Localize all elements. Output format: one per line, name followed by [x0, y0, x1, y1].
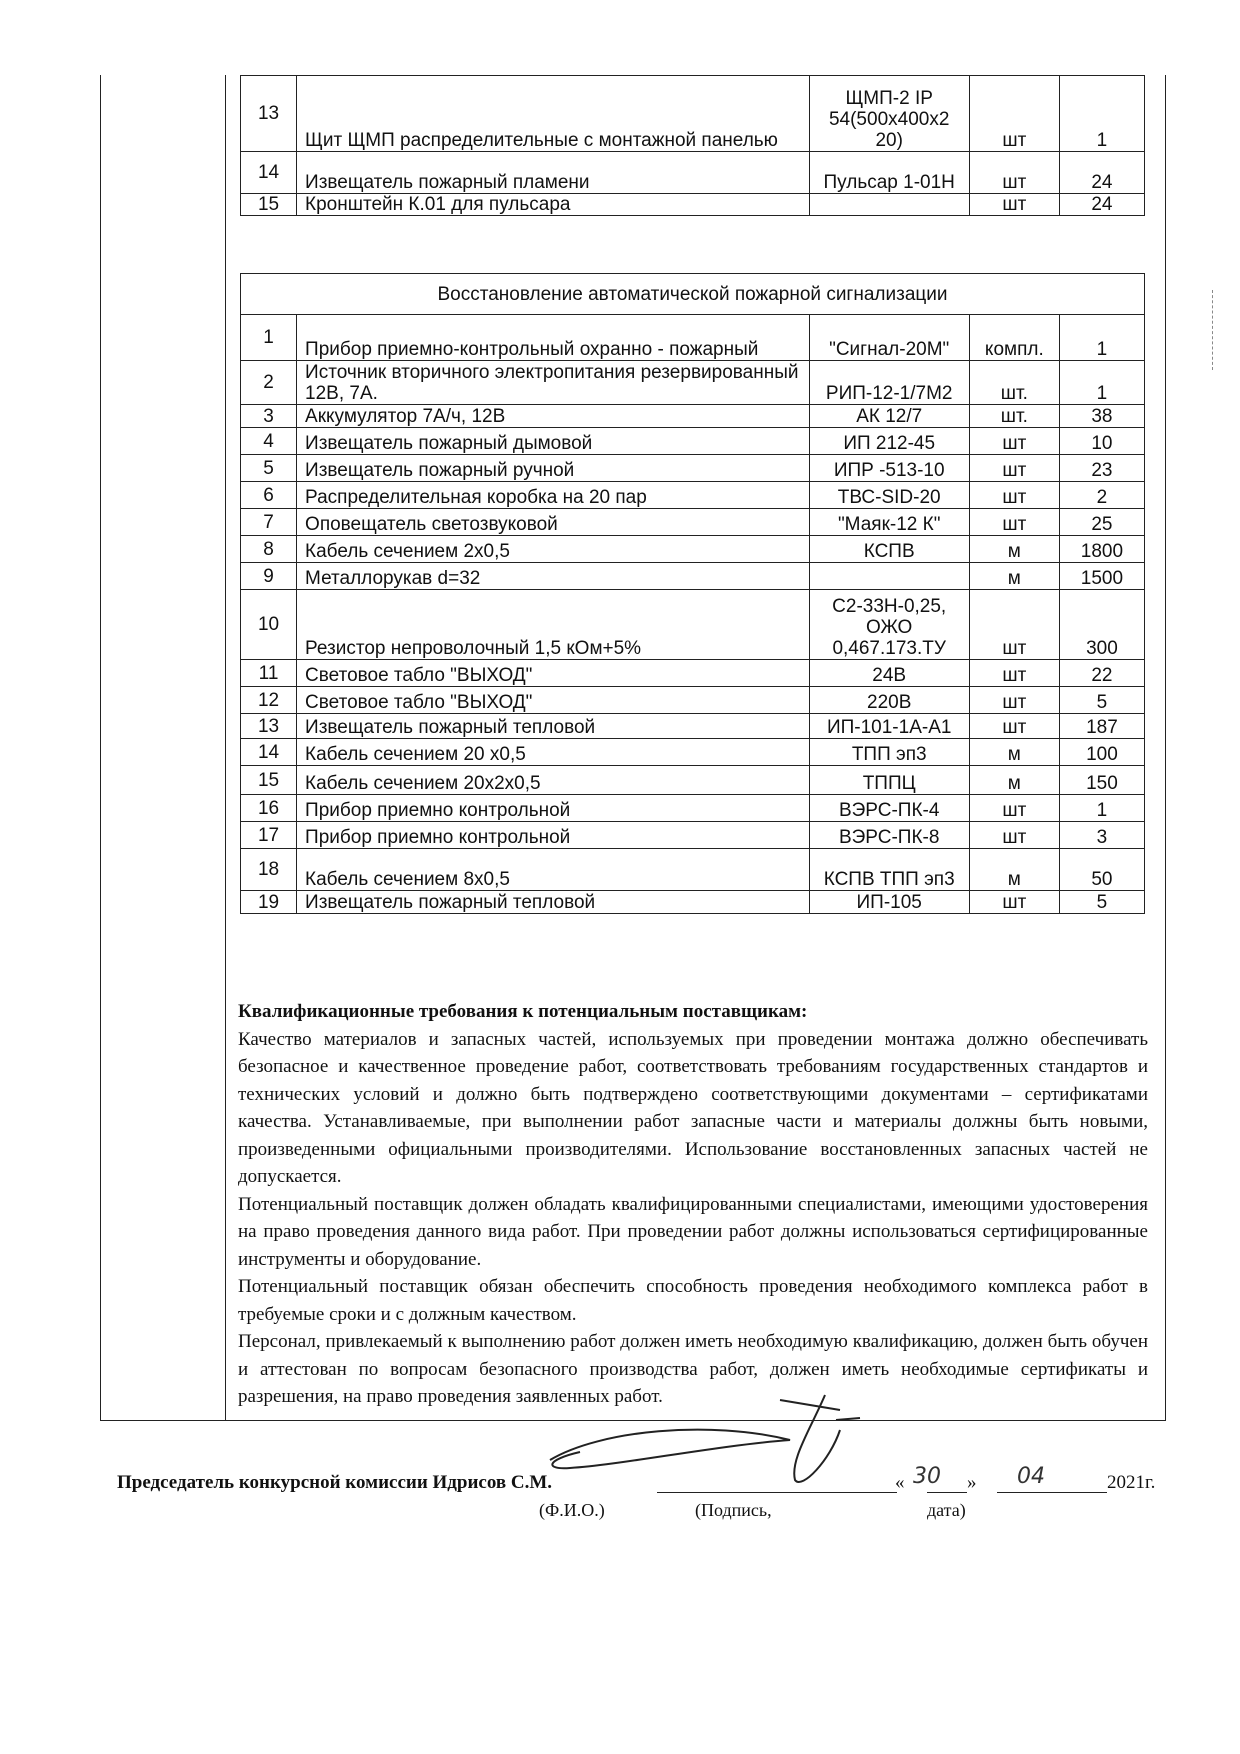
requirements-paragraph: Персонал, привлекаемый к выполнению работ должен иметь необходимую квалификацию, должен быть обучен и аттестован по вопросам безопасного производства работ, должен иметь необходимые сертификаты и разрешения, на право проведения заявленных работ.	[238, 1331, 1148, 1407]
model-cell: ИПР -513-10	[809, 455, 969, 482]
year-label: 2021г.	[1107, 1472, 1156, 1493]
table-row	[241, 194, 1145, 216]
model-cell: 220В	[809, 687, 969, 714]
model-cell: 24В	[809, 660, 969, 687]
quantity-cell: 3	[1059, 822, 1144, 849]
table-row	[241, 509, 1145, 536]
quantity-cell: 187	[1059, 714, 1144, 739]
unit-cell: шт	[969, 795, 1059, 822]
unit-cell: шт	[969, 822, 1059, 849]
model-cell: РИП-12-1/7М2	[809, 361, 969, 405]
unit-cell: шт	[969, 891, 1059, 914]
requirements-paragraph: Качество материалов и запасных частей, используемых при проведении монтажа должно обеспечивать безопасное и качественное проведение работ, соответствовать требованиям государственных стандартов и технических условий и должно быть подтверждено соответствующими документами – сертификатами качества. Устанавливаемые, при выполнении работ запасные части и материалы должны быть новыми, произведенными официальными производителями. Использование восстановленных запасных частей не допускается.	[238, 1028, 1148, 1187]
chairman-label: Председатель конкурсной комиссии Идрисов С.М.	[117, 1472, 553, 1493]
table-row	[241, 455, 1145, 482]
quote-close: »	[967, 1472, 977, 1493]
unit-cell: м	[969, 563, 1059, 590]
unit-cell: шт	[969, 590, 1059, 660]
unit-cell: шт	[969, 687, 1059, 714]
table-row	[241, 152, 1145, 194]
requirements-paragraph: Потенциальный поставщик обязан обеспечить способность проведения необходимого комплекса работ в требуемые сроки и с должным качеством.	[238, 1276, 1148, 1325]
section-header-row	[241, 274, 1145, 315]
unit-cell: компл.	[969, 315, 1059, 361]
unit-cell: м	[969, 849, 1059, 891]
quantity-cell: 100	[1059, 739, 1144, 766]
scan-edge-mark	[1212, 290, 1214, 370]
handwritten-month: 04	[1017, 1464, 1045, 1489]
row-number-cell: 11	[241, 660, 297, 687]
quantity-cell: 1500	[1059, 563, 1144, 590]
date-caption: дата)	[927, 1500, 966, 1520]
quantity-cell: 22	[1059, 660, 1144, 687]
table-row	[241, 405, 1145, 428]
quantity-cell: 150	[1059, 766, 1144, 795]
row-number-cell: 17	[241, 822, 297, 849]
unit-cell: шт	[969, 455, 1059, 482]
row-number-cell: 13	[241, 714, 297, 739]
unit-cell: шт	[969, 509, 1059, 536]
signature-caption: (Подпись,	[695, 1500, 772, 1520]
unit-cell: шт	[969, 428, 1059, 455]
table-row	[241, 428, 1145, 455]
row-number-cell: 15	[241, 194, 297, 216]
equipment-table-continued	[240, 75, 1145, 216]
item-name-cell: Металлорукав d=32	[297, 563, 810, 590]
item-name-cell: Световое табло "ВЫХОД"	[297, 660, 810, 687]
unit-cell: шт	[969, 660, 1059, 687]
item-name-cell: Прибор приемно-контрольный охранно - пожарный	[297, 315, 810, 361]
table-row	[241, 76, 1145, 152]
row-number-cell: 2	[241, 361, 297, 405]
unit-cell: шт	[969, 76, 1059, 152]
row-number-cell: 7	[241, 509, 297, 536]
table-row	[241, 891, 1145, 914]
unit-cell: шт	[969, 714, 1059, 739]
table-row	[241, 822, 1145, 849]
unit-cell: шт	[969, 152, 1059, 194]
item-name-cell: Прибор приемно контрольной	[297, 822, 810, 849]
item-name-cell: Извещатель пожарный дымовой	[297, 428, 810, 455]
item-name-cell: Кабель сечением 20 х0,5	[297, 739, 810, 766]
row-number-cell: 12	[241, 687, 297, 714]
item-name-cell: Оповещатель светозвуковой	[297, 509, 810, 536]
table-row	[241, 739, 1145, 766]
table-row	[241, 482, 1145, 509]
unit-cell: шт.	[969, 361, 1059, 405]
unit-cell: шт.	[969, 405, 1059, 428]
quantity-cell: 38	[1059, 405, 1144, 428]
quantity-cell: 1	[1059, 361, 1144, 405]
item-name-cell: Кабель сечением 2х0,5	[297, 536, 810, 563]
quantity-cell: 23	[1059, 455, 1144, 482]
item-name-cell: Световое табло "ВЫХОД"	[297, 687, 810, 714]
unit-cell: м	[969, 739, 1059, 766]
fire-alarm-table-body	[241, 274, 1145, 914]
quantity-cell: 1	[1059, 315, 1144, 361]
model-cell: ТППЦ	[809, 766, 969, 795]
table-row	[241, 590, 1145, 660]
table-row	[241, 315, 1145, 361]
item-name-cell: Распределительная коробка на 20 пар	[297, 482, 810, 509]
unit-cell: м	[969, 766, 1059, 795]
quantity-cell: 1	[1059, 76, 1144, 152]
row-number-cell: 6	[241, 482, 297, 509]
model-cell: АК 12/7	[809, 405, 969, 428]
row-number-cell: 13	[241, 76, 297, 152]
model-cell: "Маяк-12 К"	[809, 509, 969, 536]
unit-cell: шт	[969, 194, 1059, 216]
row-number-cell: 15	[241, 766, 297, 795]
page-frame-inner	[225, 75, 226, 1420]
model-cell: КСПВ ТПП эп3	[809, 849, 969, 891]
row-number-cell: 9	[241, 563, 297, 590]
requirements-title: Квалификационные требования к потенциальным поставщикам:	[238, 1001, 808, 1022]
row-number-cell: 18	[241, 849, 297, 891]
quantity-cell: 300	[1059, 590, 1144, 660]
unit-cell: м	[969, 536, 1059, 563]
unit-cell: шт	[969, 482, 1059, 509]
model-cell: ИП-101-1А-А1	[809, 714, 969, 739]
quantity-cell: 25	[1059, 509, 1144, 536]
handwritten-day: 30	[913, 1464, 941, 1489]
model-cell: ТВС-SID-20	[809, 482, 969, 509]
table-row	[241, 361, 1145, 405]
model-cell: ЩМП-2 IP 54(500х400х2 20)	[809, 76, 969, 152]
table-row	[241, 536, 1145, 563]
model-cell	[809, 563, 969, 590]
day-line	[927, 1492, 967, 1493]
equipment-table-continued-body	[241, 76, 1145, 216]
quantity-cell: 5	[1059, 891, 1144, 914]
row-number-cell: 14	[241, 739, 297, 766]
row-number-cell: 14	[241, 152, 297, 194]
quantity-cell: 1	[1059, 795, 1144, 822]
model-cell	[809, 194, 969, 216]
signature-line	[657, 1492, 897, 1493]
quantity-cell: 24	[1059, 194, 1144, 216]
item-name-cell: Источник вторичного электропитания резервированный 12В, 7А.	[297, 361, 810, 405]
section-title: Восстановление автоматической пожарной сигнализации	[241, 274, 1145, 315]
item-name-cell: Кронштейн К.01 для пульсара	[297, 194, 810, 216]
item-name-cell: Кабель сечением 20х2х0,5	[297, 766, 810, 795]
chairman-signature-block	[117, 1464, 1167, 1532]
table-row	[241, 849, 1145, 891]
quote-open: «	[895, 1472, 905, 1493]
fio-caption: (Ф.И.О.)	[539, 1500, 605, 1520]
table-row	[241, 660, 1145, 687]
table-row	[241, 766, 1145, 795]
row-number-cell: 19	[241, 891, 297, 914]
row-number-cell: 5	[241, 455, 297, 482]
table-row	[241, 714, 1145, 739]
model-cell: ВЭРС-ПК-4	[809, 795, 969, 822]
model-cell: ИП-105	[809, 891, 969, 914]
quantity-cell: 50	[1059, 849, 1144, 891]
table-row	[241, 563, 1145, 590]
item-name-cell: Извещатель пожарный тепловой	[297, 891, 810, 914]
row-number-cell: 3	[241, 405, 297, 428]
requirements-paragraph: Потенциальный поставщик должен обладать квалифицированными специалистами, имеющими удостоверения на право проведения данного вида работ. При проведении работ должны использоваться сертифицированные инструменты и оборудование.	[238, 1193, 1148, 1270]
row-number-cell: 1	[241, 315, 297, 361]
item-name-cell: Аккумулятор 7А/ч, 12В	[297, 405, 810, 428]
model-cell: С2-33Н-0,25, ОЖО 0,467.173.ТУ	[809, 590, 969, 660]
table-row	[241, 795, 1145, 822]
item-name-cell: Извещатель пожарный ручной	[297, 455, 810, 482]
model-cell: ТПП эп3	[809, 739, 969, 766]
item-name-cell: Прибор приемно контрольной	[297, 795, 810, 822]
quantity-cell: 5	[1059, 687, 1144, 714]
item-name-cell: Извещатель пожарный пламени	[297, 152, 810, 194]
quantity-cell: 24	[1059, 152, 1144, 194]
row-number-cell: 8	[241, 536, 297, 563]
item-name-cell: Кабель сечением 8х0,5	[297, 849, 810, 891]
model-cell: "Сигнал-20М"	[809, 315, 969, 361]
row-number-cell: 10	[241, 590, 297, 660]
model-cell: Пульсар 1-01Н	[809, 152, 969, 194]
page-frame-right	[1165, 75, 1166, 1420]
requirements-section	[238, 998, 1148, 1411]
item-name-cell: Извещатель пожарный тепловой	[297, 714, 810, 739]
quantity-cell: 1800	[1059, 536, 1144, 563]
date-field	[895, 1472, 905, 1494]
quantity-cell: 2	[1059, 482, 1144, 509]
table-row	[241, 687, 1145, 714]
quantity-cell: 10	[1059, 428, 1144, 455]
item-name-cell: Щит ЩМП распределительные с монтажной панелью	[297, 76, 810, 152]
page-frame-left	[100, 75, 101, 1420]
model-cell: ИП 212-45	[809, 428, 969, 455]
fire-alarm-table	[240, 273, 1145, 914]
row-number-cell: 4	[241, 428, 297, 455]
item-name-cell: Резистор непроволочный 1,5 кОм+5%	[297, 590, 810, 660]
row-number-cell: 16	[241, 795, 297, 822]
model-cell: ВЭРС-ПК-8	[809, 822, 969, 849]
month-line	[997, 1492, 1107, 1493]
model-cell: КСПВ	[809, 536, 969, 563]
